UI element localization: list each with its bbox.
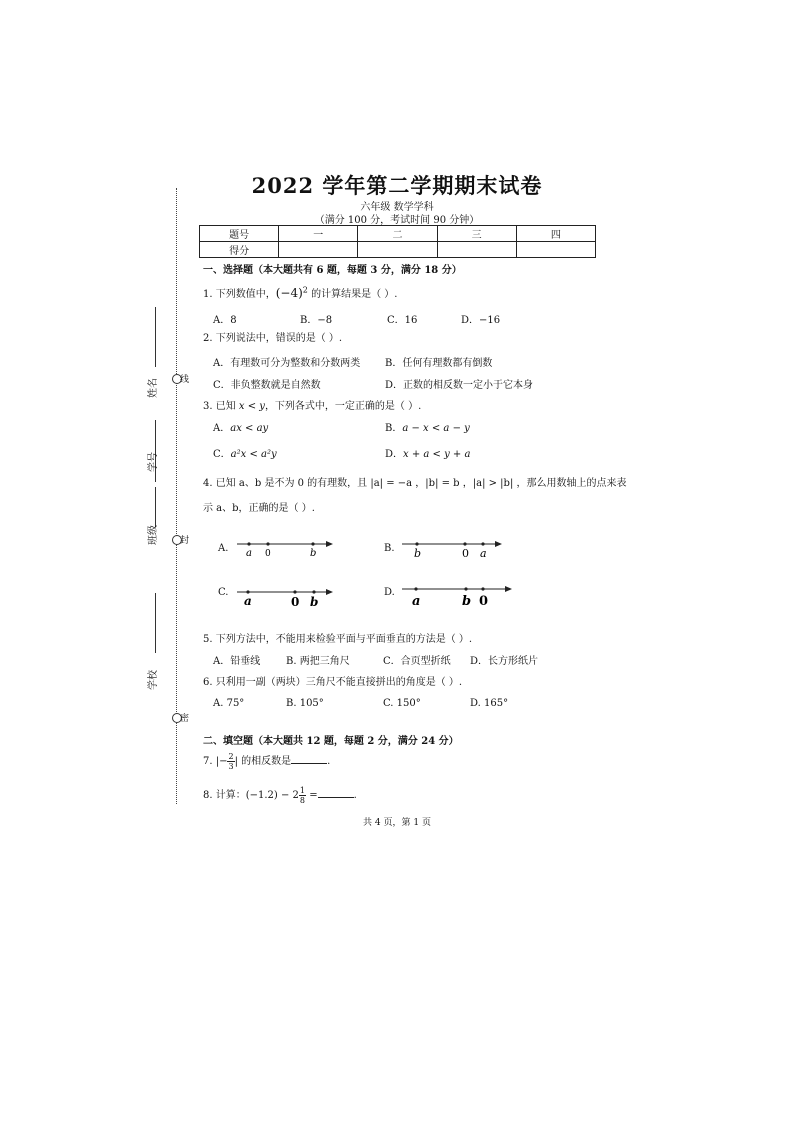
q3-prefix: 3. 已知 [203,401,239,412]
q8-answer-blank[interactable] [318,789,354,798]
label-a: a [244,594,252,608]
score-table [199,225,596,258]
q8-expr: (−1.2) − 2 [245,790,299,801]
q8-frac-den: 8 [299,796,306,805]
q3-option-a-expr: ax < ay [230,423,269,434]
q5-stem: 5. 下列方法中，不能用来检验平面与平面垂直的方法是（ ）. [203,634,473,645]
q5-option-a[interactable]: A．铅垂线 [213,656,261,667]
q3-option-a[interactable] [213,419,268,434]
exam-info: （满分 100 分，考试时间 90 分钟） [314,215,480,226]
label-zero: 0 [291,595,300,609]
q7-end: . [327,756,331,767]
point-b [464,587,467,590]
q8-fraction [299,786,306,805]
q3-option-b-expr: a − x < a − y [402,423,470,434]
mark-line: 线 [180,375,190,385]
class-field[interactable] [155,487,156,527]
q7-frac-num: 2 [228,752,234,761]
q3-option-d-expr: x + a < y + a [403,449,471,460]
q3-option-d-label: D． [385,449,404,460]
q1-expr: (−4) [275,286,303,300]
q1-stem [203,285,397,300]
q6-option-c[interactable]: C. 150° [383,698,421,709]
q5-option-d[interactable]: D．长方形纸片 [470,656,539,667]
q3-stem [203,397,421,412]
point-b [415,542,418,545]
exam-title: 2022 学年第二学期期末试卷 [251,173,543,198]
q3-option-c-expr: a²x < a²y [230,449,277,460]
point-a [247,542,250,545]
q3-option-b-label: B． [385,423,403,434]
q7-frac-den: 3 [228,762,234,771]
point-b [312,590,315,593]
label-a: a [480,547,487,560]
point-zero [293,590,296,593]
q3-option-c-label: C． [213,449,231,460]
number-line-a [235,535,335,561]
q3-option-d[interactable] [385,445,470,460]
q1-prefix: 1. 下列数值中， [203,289,276,300]
class-label: 班级 [148,525,159,545]
q2-option-d[interactable]: D．正数的相反数一定小于它本身 [385,380,534,391]
number-line-d [400,580,516,610]
q4-option-c[interactable]: C. [218,587,229,598]
point-b [311,542,314,545]
q7-stem [203,752,330,771]
q5-option-b[interactable]: B. 两把三角尺 [286,656,350,667]
table-cell: 二 [358,226,437,242]
q7-suffix: 的相反数是 [237,756,292,767]
mark-seal: 封 [180,536,190,546]
table-row [200,242,596,258]
table-cell: 一 [279,226,358,242]
label-a: a [412,594,421,609]
q8-end: . [353,790,357,801]
q6-stem: 6. 只利用一副（两块）三角尺不能直接拼出的角度是（ ）. [203,677,463,688]
q3-option-b[interactable] [385,419,470,434]
section2-title: 二、填空题（本大题共 12 题，每题 2 分，满分 24 分） [203,736,459,747]
school-label: 学校 [148,670,159,690]
q4-option-d[interactable]: D. [384,587,395,598]
q7-num: 7. [203,756,213,767]
q3-option-c[interactable] [213,445,277,460]
q1-option-c[interactable]: C．16 [387,315,418,326]
section1-title: 一、选择题（本大题共有 6 题，每题 3 分，满分 18 分） [203,265,462,276]
point-a [414,587,417,590]
id-label: 学号 [148,452,159,472]
label-b: b [310,595,319,609]
table-row [200,226,596,242]
q2-option-b[interactable]: B．任何有理数都有倒数 [385,358,493,369]
q3-suffix: ，下列各式中，一定正确的是（ ）. [264,401,422,412]
q7-fraction [227,752,234,771]
table-cell: 得分 [200,242,279,258]
table-cell: 三 [437,226,516,242]
q1-option-b[interactable]: B．−8 [300,315,333,326]
q2-option-a[interactable]: A．有理数可分为整数和分数两类 [213,358,361,369]
q2-option-c[interactable]: C．非负整数就是自然数 [213,380,321,391]
point-zero [266,542,269,545]
label-zero: 0 [265,549,271,559]
label-zero: 0 [462,547,469,560]
q3-condition: x < y [238,401,265,412]
grade-subject: 六年级 数学学科 [360,202,434,213]
table-cell: 题号 [200,226,279,242]
q7-abs-close: | [234,756,238,767]
q6-option-d[interactable]: D. 165° [470,698,509,709]
q1-option-a[interactable]: A．8 [213,315,237,326]
q8-stem [203,786,357,805]
q2-stem: 2. 下列说法中，错误的是（ ）. [203,333,343,344]
point-zero [481,587,484,590]
id-field[interactable] [155,420,156,482]
q1-suffix: 的计算结果是（ ）. [307,289,398,300]
q1-option-d[interactable]: D．−16 [461,315,501,326]
score-input[interactable] [516,242,595,258]
label-b: b [310,548,317,559]
school-field[interactable] [155,593,156,653]
name-field[interactable] [155,307,156,367]
page-footer: 共 4 页，第 1 页 [363,818,431,828]
point-zero [463,542,466,545]
axis-arrow [326,541,333,547]
q4-stem-line2: 示 a、b，正确的是（ ）. [203,503,315,514]
label-zero: 0 [479,594,489,609]
q4-option-a[interactable]: A. [218,543,229,554]
score-input[interactable] [279,242,358,258]
point-a [481,542,484,545]
binding-dotted-line [176,188,177,804]
q6-option-a[interactable]: A. 75° [213,698,245,709]
table-cell: 四 [516,226,595,242]
q4-option-b[interactable]: B. [384,543,395,554]
label-a: a [246,548,252,559]
axis-arrow [326,589,333,595]
number-line-c [235,583,335,611]
label-b: b [414,547,422,560]
name-label: 姓名 [148,378,159,398]
score-input[interactable] [358,242,437,258]
axis-arrow [505,586,512,592]
q7-answer-blank[interactable] [291,755,327,764]
q5-option-c[interactable]: C．合页型折纸 [383,656,451,667]
q1-exp: 2 [302,285,308,295]
label-b: b [462,594,472,609]
q8-num: 8. 计算： [203,790,246,801]
axis-arrow [495,541,502,547]
mark-secret: 密 [180,714,190,724]
q6-option-b[interactable]: B. 105° [286,698,324,709]
q4-stem-line1: 4. 已知 a、b 是不为 0 的有理数，且 |a| = −a ，|b| = b ，|a| > |b| ，那么用数轴上的点来表 [203,478,627,489]
q8-frac-num: 1 [299,786,306,795]
q8-eq: = [306,790,318,801]
number-line-b [400,535,506,561]
score-input[interactable] [437,242,516,258]
q3-option-a-label: A． [213,423,231,434]
q7-abs-open: |− [215,756,228,767]
